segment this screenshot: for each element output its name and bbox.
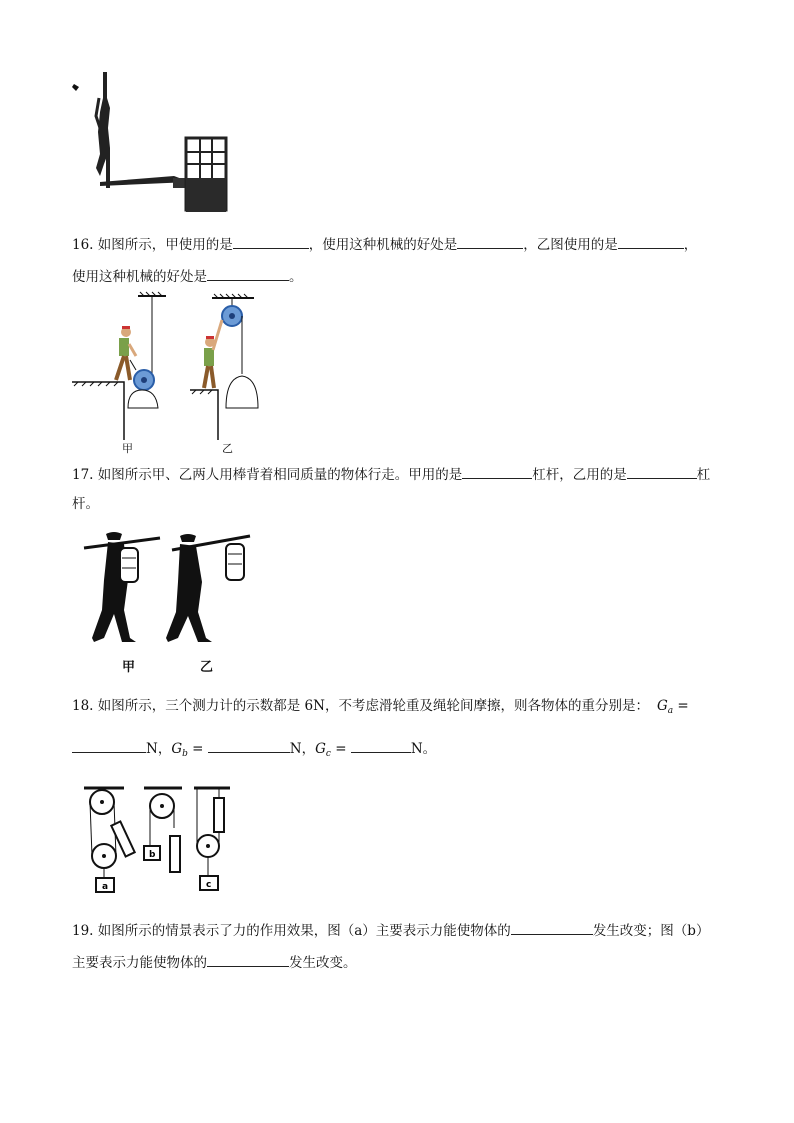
q16-text-4: ， — [683, 237, 698, 253]
q18-weight-a-label: a — [102, 882, 109, 892]
q18-text-n2: N， — [289, 741, 316, 757]
q16-pulley-figure — [72, 290, 292, 450]
q18-text-n1: N， — [146, 741, 172, 757]
q17-line-1 — [72, 464, 710, 484]
q18-weight-b-label: b — [149, 850, 156, 860]
q18-ga-subscript: a — [667, 706, 674, 716]
q16-blank-4[interactable] — [207, 266, 289, 281]
q18-line-2 — [72, 738, 436, 763]
q18-weight-c-label: c — [206, 880, 212, 890]
q18-line-1 — [72, 697, 689, 720]
q17-label-yi: 乙 — [200, 660, 214, 675]
q19-text-1: 19. 如图所示的情景表示了力的作用效果，图（a）主要表示力能使物体的 — [72, 923, 511, 939]
q17-text-1: 17. 如图所示甲、乙两人用棒背着相同质量的物体行走。甲用的是 — [72, 467, 463, 483]
q16-blank-3[interactable] — [618, 234, 684, 249]
q19-text-4: 发生改变。 — [289, 955, 357, 971]
q19-line-2 — [72, 952, 357, 972]
q16-blank-1[interactable] — [233, 234, 309, 249]
q17-text-3: 杠 — [696, 467, 711, 483]
q18-gb-equals: = — [187, 741, 208, 757]
q17-blank-2[interactable] — [627, 464, 697, 479]
q19-line-1 — [72, 920, 709, 940]
q17-text-2: 杠杆，乙用的是 — [532, 467, 627, 483]
q18-gc-symbol: G — [315, 741, 326, 757]
q16-blank-2[interactable] — [457, 234, 523, 249]
q19-text-2: 发生改变；图（b） — [592, 923, 710, 939]
q19-blank-2[interactable] — [207, 952, 289, 967]
q18-blank-c[interactable] — [351, 738, 411, 753]
q19-blank-1[interactable] — [511, 920, 593, 935]
q16-text-5: 使用这种机械的好处是 — [72, 269, 207, 285]
q19-text-3: 主要表示力能使物体的 — [72, 955, 207, 971]
q16-text-6: 。 — [289, 269, 303, 285]
q17-text-4: 杆。 — [72, 496, 99, 512]
q18-gb-symbol: G — [171, 741, 183, 757]
q16-label-yi: 乙 — [222, 442, 233, 455]
q18-gc-equals: = — [330, 741, 351, 757]
q16-line-2 — [72, 266, 303, 286]
q17-carrying-figure — [80, 530, 260, 660]
q18-text-n3: N。 — [410, 741, 437, 757]
q16-text-2: ，使用这种机械的好处是 — [308, 237, 458, 253]
q16-line-1 — [72, 234, 697, 254]
q16-text-1: 16. 如图所示，甲使用的是 — [72, 237, 233, 253]
q18-ga-equals: = — [673, 698, 689, 714]
q18-blank-b[interactable] — [208, 738, 290, 753]
q18-text-1: 18. 如图所示，三个测力计的示数都是 6N，不考虑滑轮重及绳轮间摩擦，则各物体的重分别是： — [72, 698, 649, 714]
q18-blank-a[interactable] — [72, 738, 146, 753]
q17-blank-1[interactable] — [462, 464, 532, 479]
q17-line-2 — [72, 495, 99, 513]
q16-text-3: ，乙图使用的是 — [523, 237, 618, 253]
q18-gb-subscript: b — [182, 749, 188, 759]
diving-figure — [70, 68, 230, 218]
q17-label-jia: 甲 — [122, 660, 136, 675]
q16-label-jia: 甲 — [122, 442, 133, 455]
q18-gc-subscript: c — [325, 749, 331, 759]
q18-pulley-figure — [82, 780, 252, 900]
q18-ga-symbol: G — [656, 698, 668, 714]
